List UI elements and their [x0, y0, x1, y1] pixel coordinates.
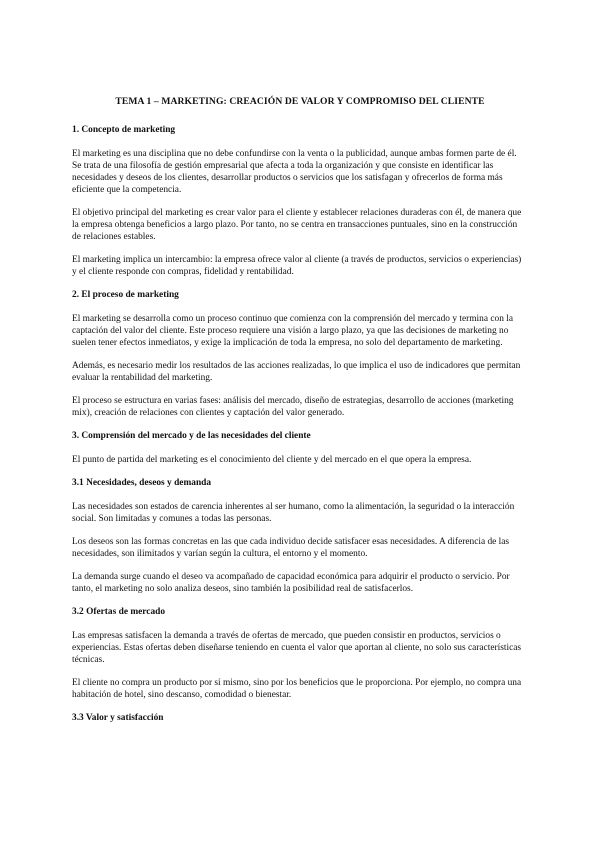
paragraph: La demanda surge cuando el deseo va acompañado de capacidad económica para adquirir el producto o servicio. Por tanto, el marketing no solo analiza deseos, sino también la posibilidad real de satisfacerlos.	[72, 572, 510, 594]
document-title: TEMA 1 – MARKETING: CREACIÓN DE VALOR Y COMPROMISO DEL CLIENTE	[115, 96, 485, 107]
section-heading-proceso: 2. El proceso de marketing	[72, 290, 179, 300]
subsection-heading-necesidades: 3.1 Necesidades, deseos y demanda	[72, 478, 212, 488]
paragraph: Las empresas satisfacen la demanda a través de ofertas de mercado, que pueden consistir en productos, servicios o experiencias. Estas ofertas deben diseñarse teniendo en cuenta el valor que aportan al cliente, no solo sus características técnicas.	[72, 631, 522, 665]
paragraph: El marketing es una disciplina que no debe confundirse con la venta o la publicidad, aunque ambas formen parte de él. Se trata de una filosofía de gestión empresarial que afecta a toda la organización y que consiste en identificar las necesidades y deseos de los clientes, desarrollar productos o servicios que los satisfagan y ofrecerlos de forma más eficiente que la competencia.	[72, 149, 517, 195]
paragraph: El cliente no compra un producto por sí mismo, sino por los beneficios que le proporciona. Por ejemplo, no compra una habitación de hotel, sino descanso, comodidad o bienestar.	[72, 678, 522, 700]
paragraph: El objetivo principal del marketing es crear valor para el cliente y establecer relaciones duraderas con él, de manera que la empresa obtenga beneficios a largo plazo. Por tanto, no se centra en transacciones puntuales, sino en la construcción de relaciones estables.	[72, 208, 522, 242]
paragraph: El marketing implica un intercambio: la empresa ofrece valor al cliente (a través de productos, servicios o experiencias) y el cliente responde con compras, fidelidad y rentabilidad.	[72, 255, 522, 277]
paragraph: El punto de partida del marketing es el conocimiento del cliente y del mercado en el que opera la empresa.	[72, 455, 472, 465]
paragraph: El marketing se desarrolla como un proceso continuo que comienza con la comprensión del mercado y termina con la captación del valor del cliente. Este proceso requiere una visión a largo plazo, ya que las decisiones de marketing no suelen tener efectos inmediatos, y exige la implicación de toda la empresa, no solo del departamento de marketing.	[72, 314, 513, 348]
paragraph: El proceso se estructura en varias fases: análisis del mercado, diseño de estrategias, desarrollo de acciones (marketing mix), creación de relaciones con clientes y captación del valor generado.	[72, 396, 514, 418]
section-heading-concepto: 1. Concepto de marketing	[72, 125, 176, 135]
paragraph: Además, es necesario medir los resultados de las acciones realizadas, lo que implica el uso de indicadores que permitan evaluar la rentabilidad del marketing.	[72, 361, 521, 383]
paragraph: Las necesidades son estados de carencia inherentes al ser humano, como la alimentación, la seguridad o la interacción social. Son limitadas y comunes a todas las personas.	[72, 502, 515, 524]
paragraph: Los deseos son las formas concretas en las que cada individuo decide satisfacer esas necesidades. A diferencia de las necesidades, son ilimitados y varían según la cultura, el entorno y el momento.	[72, 537, 510, 559]
subsection-heading-valor: 3.3 Valor y satisfacción	[72, 713, 164, 723]
document-page	[72, 96, 528, 736]
section-heading-comprension: 3. Comprensión del mercado y de las necesidades del cliente	[72, 431, 311, 441]
subsection-heading-ofertas: 3.2 Ofertas de mercado	[72, 607, 166, 617]
